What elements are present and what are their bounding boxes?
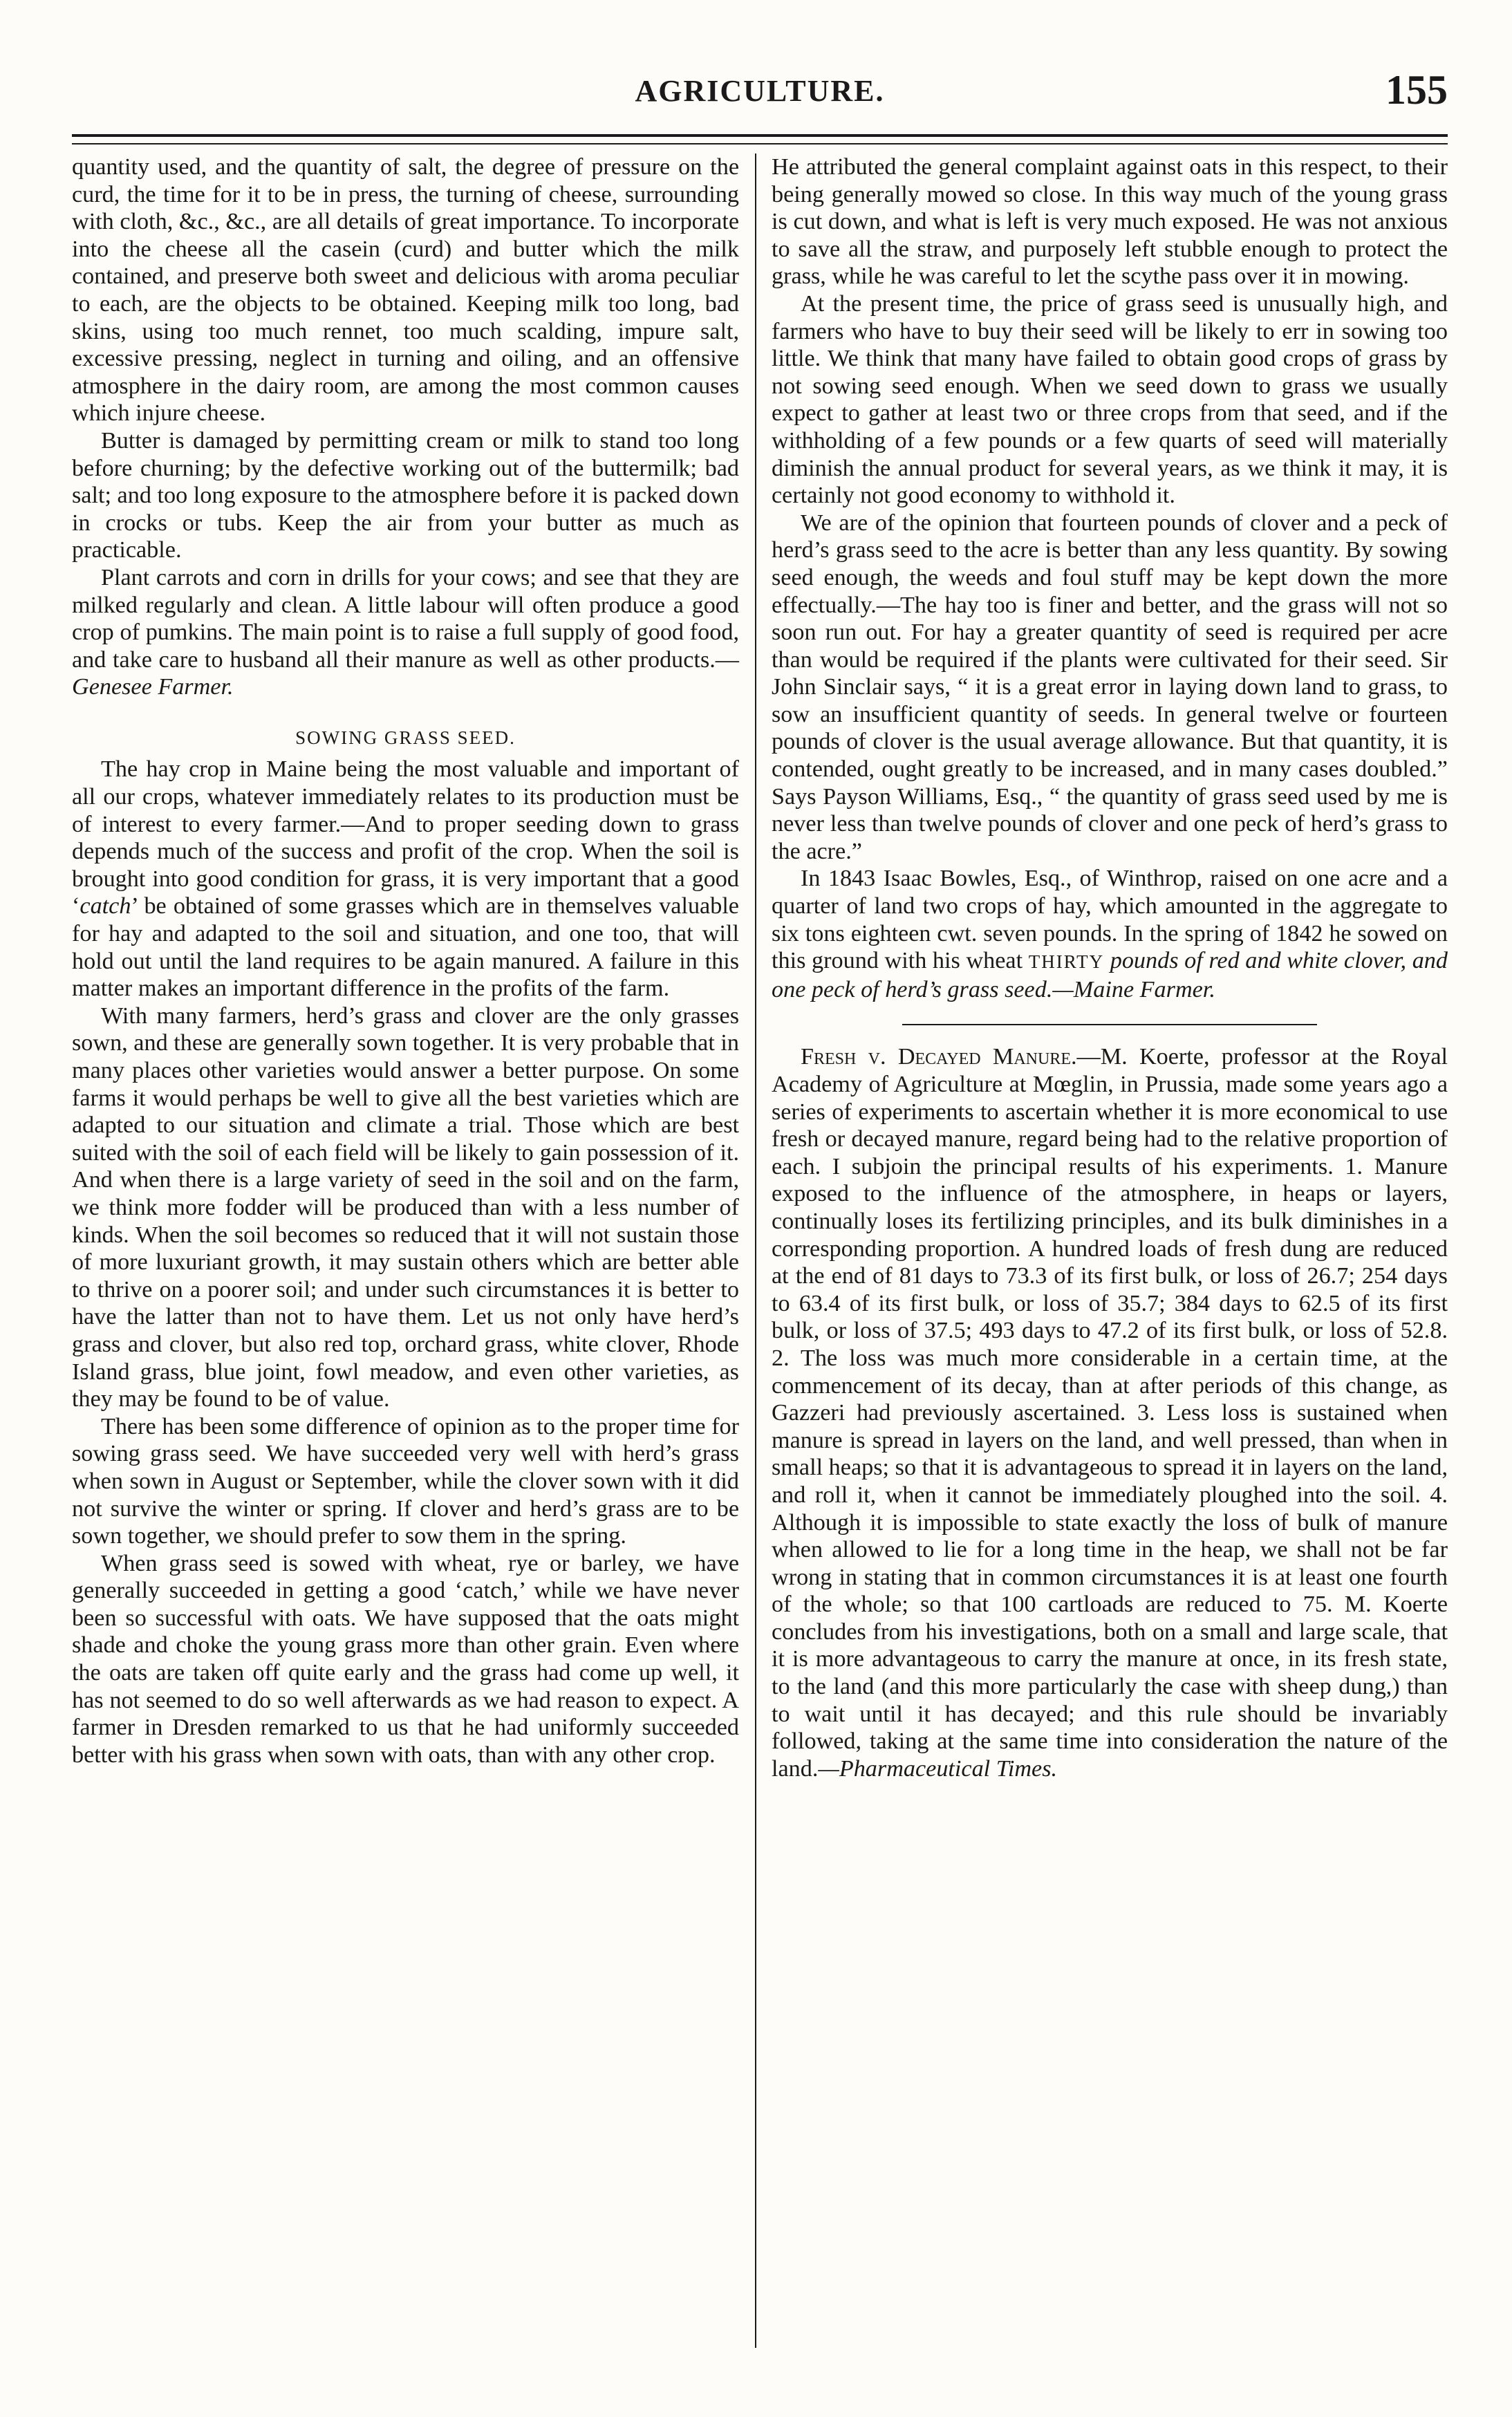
paragraph-oats-complaint: He attributed the general complaint against oats in this respect, to their being generally mowed so close. In this way much of the young grass is cut down, and what is left is very much exposed. He was not anxious to save all the straw, and purposely left stubble enough to protect the grass, while he was careful to let the scythe pass over it in mowing. xyxy=(772,154,1448,290)
page-number: 155 xyxy=(1385,67,1448,113)
paragraph-cheese-continued: quantity used, and the quantity of salt, the degree of pressure on the curd, the time for it to be in press, the turning of cheese, surrounding with cloth, &c., &c., are all details of great importance. To incorporate into the cheese all the casein (curd) and butter which the milk contained, and preserve both sweet and delicious with aroma peculiar to each, are the objects to be obtained. Keeping milk too long, bad skins, using too much rennet, too much scalding, impure salt, excessive pressing, neglect in turning and oiling, and an offensive atmosphere in the dairy room, are among the most common causes which injure cheese. xyxy=(72,154,739,427)
source-pharmaceutical-times: —Pharmaceutical Times. xyxy=(818,1755,1058,1782)
paragraph-isaac-bowles xyxy=(772,865,1448,1003)
paragraph-isaac-bowles-italic: pounds of red and white clover, and one peck of herd’s grass seed.—Maine Farmer. xyxy=(772,948,1448,1002)
paragraph-carrots xyxy=(72,564,739,701)
paragraph-hay-crop-part1: The hay crop in Maine being the most valuable and important of all our crops, whatever immediately relates to its production must be of interest to every farmer.—And to proper seeding down to grass depends much of the success and profit of the crop. When the soil is brought into good condition for grass, it is very important that a good ‘ xyxy=(72,756,739,920)
header-rule xyxy=(72,134,1448,144)
paragraph-fourteen-pounds: We are of the opinion that fourteen pounds of clover and a peck of herd’s grass seed to the acre is better than any less quantity. By sowing seed enough, the weeds and foul stuff may be kept down the more effectually.—The hay too is finer and better, and the grass will not so soon run out. For hay a greater quantity of seed is required per acre than would be required if the plants were cultivated for their seed. Sir John Sinclair says, “ it is a great error in laying down land to grass, to sow an insufficient quantity of seeds. In general twelve or fourteen pounds of clover is the usual average allowance. But that quantity, it is contended, ought greatly to be increased, and in many cases doubled.” Says Payson Williams, Esq., “ the quantity of grass seed used by me is never less than twelve pounds of clover and one peck of herd’s grass to the acre.” xyxy=(772,510,1448,864)
section-title-sowing-grass-seed: SOWING GRASS SEED. xyxy=(295,727,516,748)
paragraph-hay-crop xyxy=(72,756,739,1002)
running-head: AGRICULTURE. xyxy=(635,74,885,108)
thirty-smallcaps: THIRTY xyxy=(1028,951,1105,973)
page-header xyxy=(72,66,1448,130)
paragraph-hay-crop-part2: ’ be obtained of some grasses which are in themselves valuable for hay and adapted to the soil and situation, and one too, that will hold out until the land requires to be again manured. A failure in this matter makes an important difference in the profits of the farm. xyxy=(72,893,739,1002)
column-divider xyxy=(755,153,756,2348)
text-columns xyxy=(72,153,1448,2369)
paragraph-butter: Butter is damaged by permitting cream or milk to stand too long before churning; by the defective working out of the buttermilk; bad salt; and too long exposure to the atmosphere before it is packed down in crocks or tubs. Keep the air from your butter as much as practicable. xyxy=(72,427,739,563)
page xyxy=(72,66,1448,2369)
source-genesee-farmer: Genesee Farmer. xyxy=(72,674,234,700)
paragraph-grass-seed-sowed: When grass seed is sowed with wheat, rye or barley, we have generally succeeded in getting a good ‘catch,’ while we have never been so successful with oats. We have supposed that the oats might shade and choke the young grass more than other grain. Even where the oats are taken off quite early and the grass had come up well, it has not seemed to do so well afterwards as we had reason to expect. A farmer in Dresden remarked to us that he had uniformly succeeded better with his grass when sown with oats, than with any other crop. xyxy=(72,1550,739,1768)
paragraph-isaac-bowles-text: In 1843 Isaac Bowles, Esq., of Winthrop, raised on one acre and a quarter of land two crops of hay, which amounted in the aggregate to six tons eighteen cwt. seven pounds. In the spring of 1842 he sowed on this ground with his wheat xyxy=(772,866,1448,974)
paragraph-carrots-text: Plant carrots and corn in drills for your cows; and see that they are milked regularly and clean. A little labour will often produce a good crop of pumkins. The main point is to raise a full supply of good food, and take care to husband all their manure as well as other products.— xyxy=(72,564,739,673)
paragraph-manure-body: —M. Koerte, professor at the Royal Academy of Agriculture at Mœglin, in Prussia, made some years ago a series of experiments to ascertain whether it is more economical to use fresh or decayed manure, regard being had to the relative proportion of each. I subjoin the principal results of his experiments. 1. Manure exposed to the influence of the atmosphere, in heaps or layers, continually loses its fertilizing principles, and its bulk diminishes in a corresponding proportion. A hundred loads of fresh dung are reduced at the end of 81 days to 73.3 of its first bulk, or loss of 26.7; 254 days to 63.4 of its first bulk, or loss of 35.7; 384 days to 62.5 of its first bulk, or loss of 37.5; 493 days to 47.2 of its first bulk, or loss of 52.8. 2. The loss was much more considerable in a certain time, at the commencement of its decay, than at after periods of this change, as Gazzeri had previously ascertained. 3. Less loss is sustained when manure is spread in layers on the land, and well pressed, than when in small heaps; so that it is advantageous to spread it in layers on the land, and roll it, when it cannot be immediately ploughed into the soil. 4. Although it is impossible to state exactly the loss of bulk of manure when allowed to lie for a long time in the heap, we shall not be far wrong in stating that in common circumstances it is at least one fourth of the whole; so that 100 cartloads are reduced to 75. M. Koerte concludes from his investigations, both on a small and large scale, that it is more advantageous to carry the manure at once, in its fresh state, to the land (and this more particularly the case with sheep dung,) than to wait until it has decayed; and this rule should be invariably followed, taking at the same time into consideration the nature of the land. xyxy=(772,1044,1448,1782)
right-column xyxy=(772,153,1448,1782)
paragraph-difference-of-opinion: There has been some difference of opinion as to the proper time for sowing grass seed. We have succeeded very well with herd’s grass when sown in August or September, while the clover sown with it did not survive the winter or spring. If clover and herd’s grass are to be sown together, we should prefer to sow them in the spring. xyxy=(72,1413,739,1549)
section-rule xyxy=(902,1024,1317,1025)
paragraph-price-of-seed: At the present time, the price of grass seed is unusually high, and farmers who have to buy their seed will be likely to err in sowing too little. We think that many have failed to obtain good crops of grass by not sowing seed enough. When we seed down to grass we usually expect to gather at least two or three crops from that seed, and if the withholding of a few pounds or a few quarts of seed will materially diminish the annual product for several years, as we think it may, it is certainly not good economy to withhold it. xyxy=(772,290,1448,509)
left-column xyxy=(72,153,739,1769)
heading-fresh-vs-decayed-manure: Fresh v. Decayed Manure. xyxy=(801,1044,1077,1070)
paragraph-many-farmers: With many farmers, herd’s grass and clover are the only grasses sown, and these are generally sown together. It is very probable that in many places other varieties would answer a better purpose. On some farms it would perhaps be well to give all the best varieties which are adapted to our situation and climate a trial. Those which are best suited with the soil of each field will be likely to gain possession of it. And when there is a large variety of seed in the soil and on the farm, we think more fodder will be produced than with a less number of kinds. When the soil becomes so reduced that it will not sustain those of more luxuriant growth, it may sustain others which are better able to thrive on a poorer soil; and under such circumstances it is better to have the latter than not to have them. Let us not only have herd’s grass and clover, but also red top, orchard grass, white clover, Rhode Island grass, blue joint, fowl meadow, and even other varieties, as they may be found to be of value. xyxy=(72,1002,739,1412)
catch-italic: catch xyxy=(80,893,131,920)
paragraph-fresh-vs-decayed-manure xyxy=(772,1043,1448,1782)
